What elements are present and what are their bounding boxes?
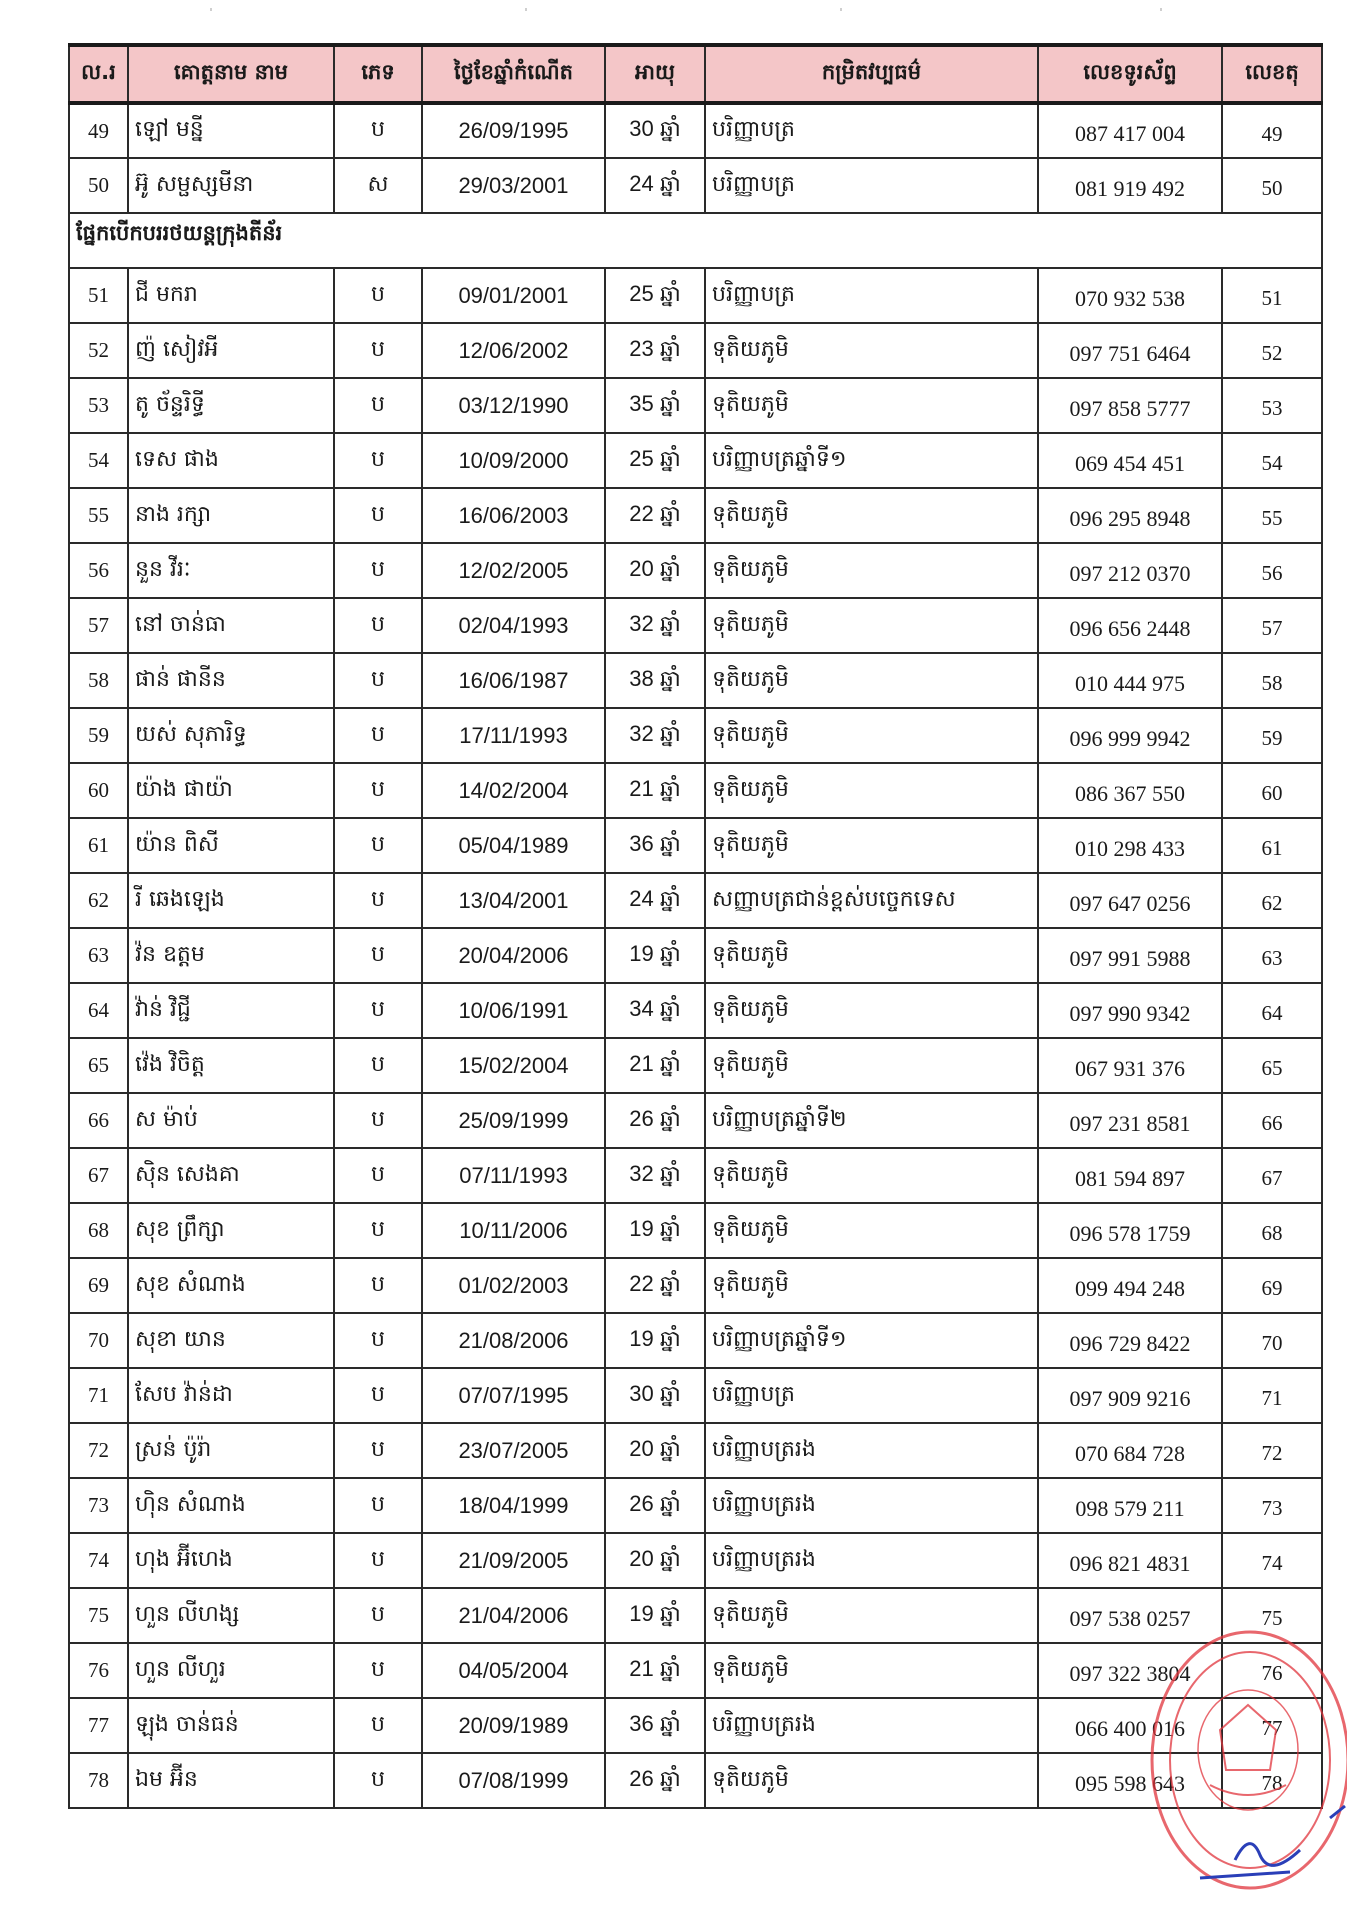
staff-table <box>68 43 1323 1809</box>
education-level-cell: បរិញ្ញាបត្រឆ្នាំទី១ <box>705 433 1038 488</box>
full-name-cell: សែប វ៉ាន់ដា <box>128 1368 334 1423</box>
table-number-cell: 74 <box>1222 1533 1322 1588</box>
date-of-birth-cell: 17/11/1993 <box>422 708 605 763</box>
row-number-cell: 78 <box>69 1753 128 1808</box>
sex-cell: ប <box>334 1698 422 1753</box>
education-level-cell: ទុតិយភូមិ <box>705 708 1038 763</box>
age-cell: 38 ឆ្នាំ <box>605 653 705 708</box>
full-name-cell: សុខ ព្រឹក្សា <box>128 1203 334 1258</box>
education-level-cell: បរិញ្ញាបត្ររង <box>705 1478 1038 1533</box>
date-of-birth-cell: 18/04/1999 <box>422 1478 605 1533</box>
header-sex: ភេទ <box>334 45 422 103</box>
row-number-cell: 77 <box>69 1698 128 1753</box>
table-row <box>69 1093 1322 1148</box>
date-of-birth-cell: 29/03/2001 <box>422 158 605 213</box>
sex-cell: ប <box>334 378 422 433</box>
row-number-cell: 72 <box>69 1423 128 1478</box>
date-of-birth-cell: 10/06/1991 <box>422 983 605 1038</box>
phone-number-cell: 010 444 975 <box>1038 653 1222 708</box>
date-of-birth-cell: 12/02/2005 <box>422 543 605 598</box>
full-name-cell: ស៊ិន សេងគា <box>128 1148 334 1203</box>
row-number-cell: 52 <box>69 323 128 378</box>
sex-cell: ប <box>334 103 422 158</box>
phone-number-cell: 087 417 004 <box>1038 103 1222 158</box>
full-name-cell: ហួន លីហួរ <box>128 1643 334 1698</box>
table-row <box>69 708 1322 763</box>
sex-cell: ប <box>334 1533 422 1588</box>
table-row <box>69 1038 1322 1093</box>
row-number-cell: 74 <box>69 1533 128 1588</box>
table-row <box>69 1368 1322 1423</box>
date-of-birth-cell: 16/06/2003 <box>422 488 605 543</box>
date-of-birth-cell: 26/09/1995 <box>422 103 605 158</box>
table-number-cell: 64 <box>1222 983 1322 1038</box>
staff-table-container <box>68 43 1321 1809</box>
table-number-cell: 65 <box>1222 1038 1322 1093</box>
education-level-cell: បរិញ្ញាបត្រ <box>705 158 1038 213</box>
table-row <box>69 158 1322 213</box>
sex-cell: ប <box>334 433 422 488</box>
full-name-cell: ហុង អ៊ីហេង <box>128 1533 334 1588</box>
education-level-cell: ទុតិយភូមិ <box>705 1753 1038 1808</box>
table-row <box>69 103 1322 158</box>
table-row <box>69 1148 1322 1203</box>
education-level-cell: ទុតិយភូមិ <box>705 928 1038 983</box>
header-name: គោត្តនាម នាម <box>128 45 334 103</box>
table-row <box>69 873 1322 928</box>
section-title: ផ្នែកបើកបររថយន្តក្រុងតីន័រ <box>69 213 1322 268</box>
age-cell: 32 ឆ្នាំ <box>605 598 705 653</box>
age-cell: 24 ឆ្នាំ <box>605 873 705 928</box>
row-number-cell: 69 <box>69 1258 128 1313</box>
date-of-birth-cell: 04/05/2004 <box>422 1643 605 1698</box>
education-level-cell: ទុតិយភូមិ <box>705 1588 1038 1643</box>
table-number-cell: 72 <box>1222 1423 1322 1478</box>
header-phone: លេខទូរស័ព្ទ <box>1038 45 1222 103</box>
sex-cell: ប <box>334 1478 422 1533</box>
date-of-birth-cell: 20/04/2006 <box>422 928 605 983</box>
table-number-cell: 57 <box>1222 598 1322 653</box>
table-row <box>69 543 1322 598</box>
sex-cell: ប <box>334 653 422 708</box>
row-number-cell: 66 <box>69 1093 128 1148</box>
header-number: លេខតុ <box>1222 45 1322 103</box>
row-number-cell: 49 <box>69 103 128 158</box>
full-name-cell: ស ម៉ាប់ <box>128 1093 334 1148</box>
row-number-cell: 60 <box>69 763 128 818</box>
sex-cell: ប <box>334 928 422 983</box>
table-number-cell: 66 <box>1222 1093 1322 1148</box>
table-number-cell: 51 <box>1222 268 1322 323</box>
header-education: កម្រិតវប្បធម៌ <box>705 45 1038 103</box>
table-number-cell: 67 <box>1222 1148 1322 1203</box>
table-row <box>69 1203 1322 1258</box>
date-of-birth-cell: 21/04/2006 <box>422 1588 605 1643</box>
phone-number-cell: 095 598 643 <box>1038 1753 1222 1808</box>
full-name-cell: នៅ ចាន់ធា <box>128 598 334 653</box>
table-row <box>69 433 1322 488</box>
table-number-cell: 54 <box>1222 433 1322 488</box>
education-level-cell: បរិញ្ញាបត្រ <box>705 268 1038 323</box>
age-cell: 22 ឆ្នាំ <box>605 1258 705 1313</box>
age-cell: 21 ឆ្នាំ <box>605 1038 705 1093</box>
scan-marks <box>0 8 1347 12</box>
table-number-cell: 78 <box>1222 1753 1322 1808</box>
education-level-cell: បរិញ្ញាបត្រឆ្នាំទី២ <box>705 1093 1038 1148</box>
sex-cell: ប <box>334 1093 422 1148</box>
age-cell: 19 ឆ្នាំ <box>605 928 705 983</box>
table-number-cell: 56 <box>1222 543 1322 598</box>
age-cell: 30 ឆ្នាំ <box>605 1368 705 1423</box>
table-row <box>69 1753 1322 1808</box>
age-cell: 22 ឆ្នាំ <box>605 488 705 543</box>
table-number-cell: 58 <box>1222 653 1322 708</box>
header-dob: ថ្ងៃខែឆ្នាំកំណើត <box>422 45 605 103</box>
age-cell: 35 ឆ្នាំ <box>605 378 705 433</box>
full-name-cell: សុខ សំណាង <box>128 1258 334 1313</box>
education-level-cell: បរិញ្ញាបត្រ <box>705 1368 1038 1423</box>
date-of-birth-cell: 21/08/2006 <box>422 1313 605 1368</box>
phone-number-cell: 096 295 8948 <box>1038 488 1222 543</box>
sex-cell: ស <box>334 158 422 213</box>
full-name-cell: តូ ច័ន្ទរិទ្ធី <box>128 378 334 433</box>
full-name-cell: អ៊ូ សម្ផស្សមីនា <box>128 158 334 213</box>
table-row <box>69 598 1322 653</box>
sex-cell: ប <box>334 1203 422 1258</box>
table-row <box>69 1643 1322 1698</box>
date-of-birth-cell: 13/04/2001 <box>422 873 605 928</box>
date-of-birth-cell: 05/04/1989 <box>422 818 605 873</box>
table-number-cell: 70 <box>1222 1313 1322 1368</box>
date-of-birth-cell: 10/11/2006 <box>422 1203 605 1258</box>
education-level-cell: ទុតិយភូមិ <box>705 653 1038 708</box>
age-cell: 30 ឆ្នាំ <box>605 103 705 158</box>
sex-cell: ប <box>334 1258 422 1313</box>
full-name-cell: ផាន់ ផានីន <box>128 653 334 708</box>
full-name-cell: យ៉ាង ផាយ៉ា <box>128 763 334 818</box>
table-number-cell: 75 <box>1222 1588 1322 1643</box>
phone-number-cell: 097 751 6464 <box>1038 323 1222 378</box>
table-number-cell: 49 <box>1222 103 1322 158</box>
phone-number-cell: 099 494 248 <box>1038 1258 1222 1313</box>
age-cell: 19 ឆ្នាំ <box>605 1588 705 1643</box>
age-cell: 21 ឆ្នាំ <box>605 1643 705 1698</box>
full-name-cell: ឡៅ មន្នី <box>128 103 334 158</box>
header-no: ល.រ <box>69 45 128 103</box>
education-level-cell: បរិញ្ញាបត្រឆ្នាំទី១ <box>705 1313 1038 1368</box>
table-row <box>69 1423 1322 1478</box>
table-row <box>69 763 1322 818</box>
education-level-cell: ទុតិយភូមិ <box>705 378 1038 433</box>
age-cell: 26 ឆ្នាំ <box>605 1753 705 1808</box>
table-number-cell: 69 <box>1222 1258 1322 1313</box>
phone-number-cell: 096 656 2448 <box>1038 598 1222 653</box>
full-name-cell: វ៉េង វិចិត្ត <box>128 1038 334 1093</box>
education-level-cell: ទុតិយភូមិ <box>705 543 1038 598</box>
table-number-cell: 71 <box>1222 1368 1322 1423</box>
date-of-birth-cell: 20/09/1989 <box>422 1698 605 1753</box>
age-cell: 20 ឆ្នាំ <box>605 1423 705 1478</box>
education-level-cell: ទុតិយភូមិ <box>705 1643 1038 1698</box>
row-number-cell: 68 <box>69 1203 128 1258</box>
header-age: អាយុ <box>605 45 705 103</box>
education-level-cell: ទុតិយភូមិ <box>705 1203 1038 1258</box>
table-row <box>69 1313 1322 1368</box>
education-level-cell: ទុតិយភូមិ <box>705 1148 1038 1203</box>
table-row <box>69 323 1322 378</box>
education-level-cell: ទុតិយភូមិ <box>705 763 1038 818</box>
phone-number-cell: 097 647 0256 <box>1038 873 1222 928</box>
signature <box>1200 1806 1345 1878</box>
table-row <box>69 928 1322 983</box>
full-name-cell: ស្រន់ ប៉ូរ៉ា <box>128 1423 334 1478</box>
sex-cell: ប <box>334 818 422 873</box>
sex-cell: ប <box>334 543 422 598</box>
row-number-cell: 57 <box>69 598 128 653</box>
age-cell: 36 ឆ្នាំ <box>605 1698 705 1753</box>
row-number-cell: 64 <box>69 983 128 1038</box>
section-row <box>69 213 1322 268</box>
age-cell: 24 ឆ្នាំ <box>605 158 705 213</box>
row-number-cell: 56 <box>69 543 128 598</box>
sex-cell: ប <box>334 1038 422 1093</box>
sex-cell: ប <box>334 1368 422 1423</box>
date-of-birth-cell: 09/01/2001 <box>422 268 605 323</box>
full-name-cell: នាង រក្សា <box>128 488 334 543</box>
table-number-cell: 73 <box>1222 1478 1322 1533</box>
sex-cell: ប <box>334 763 422 818</box>
phone-number-cell: 010 298 433 <box>1038 818 1222 873</box>
row-number-cell: 54 <box>69 433 128 488</box>
age-cell: 32 ឆ្នាំ <box>605 1148 705 1203</box>
table-row <box>69 1533 1322 1588</box>
education-level-cell: បរិញ្ញាបត្ររង <box>705 1698 1038 1753</box>
phone-number-cell: 086 367 550 <box>1038 763 1222 818</box>
table-number-cell: 68 <box>1222 1203 1322 1258</box>
age-cell: 26 ឆ្នាំ <box>605 1093 705 1148</box>
full-name-cell: នួន វីរៈ <box>128 543 334 598</box>
age-cell: 20 ឆ្នាំ <box>605 543 705 598</box>
table-number-cell: 76 <box>1222 1643 1322 1698</box>
sex-cell: ប <box>334 1313 422 1368</box>
age-cell: 34 ឆ្នាំ <box>605 983 705 1038</box>
table-number-cell: 55 <box>1222 488 1322 543</box>
sex-cell: ប <box>334 323 422 378</box>
full-name-cell: សុខា យាន <box>128 1313 334 1368</box>
phone-number-cell: 070 932 538 <box>1038 268 1222 323</box>
age-cell: 19 ឆ្នាំ <box>605 1313 705 1368</box>
sex-cell: ប <box>334 1643 422 1698</box>
row-number-cell: 73 <box>69 1478 128 1533</box>
date-of-birth-cell: 14/02/2004 <box>422 763 605 818</box>
phone-number-cell: 098 579 211 <box>1038 1478 1222 1533</box>
full-name-cell: ហ៊ិន សំណាង <box>128 1478 334 1533</box>
table-row <box>69 488 1322 543</box>
age-cell: 36 ឆ្នាំ <box>605 818 705 873</box>
sex-cell: ប <box>334 873 422 928</box>
sex-cell: ប <box>334 598 422 653</box>
education-level-cell: ទុតិយភូមិ <box>705 818 1038 873</box>
education-level-cell: បរិញ្ញាបត្ររង <box>705 1423 1038 1478</box>
education-level-cell: ទុតិយភូមិ <box>705 1258 1038 1313</box>
row-number-cell: 67 <box>69 1148 128 1203</box>
phone-number-cell: 069 454 451 <box>1038 433 1222 488</box>
table-number-cell: 62 <box>1222 873 1322 928</box>
date-of-birth-cell: 16/06/1987 <box>422 653 605 708</box>
table-row <box>69 268 1322 323</box>
education-level-cell: ទុតិយភូមិ <box>705 323 1038 378</box>
table-body <box>69 103 1322 1808</box>
age-cell: 20 ឆ្នាំ <box>605 1533 705 1588</box>
sex-cell: ប <box>334 488 422 543</box>
phone-number-cell: 097 909 9216 <box>1038 1368 1222 1423</box>
age-cell: 19 ឆ្នាំ <box>605 1203 705 1258</box>
table-number-cell: 77 <box>1222 1698 1322 1753</box>
phone-number-cell: 097 538 0257 <box>1038 1588 1222 1643</box>
sex-cell: ប <box>334 708 422 763</box>
education-level-cell: ទុតិយភូមិ <box>705 488 1038 543</box>
phone-number-cell: 097 858 5777 <box>1038 378 1222 433</box>
education-level-cell: ទុតិយភូមិ <box>705 1038 1038 1093</box>
row-number-cell: 63 <box>69 928 128 983</box>
age-cell: 23 ឆ្នាំ <box>605 323 705 378</box>
row-number-cell: 58 <box>69 653 128 708</box>
phone-number-cell: 097 991 5988 <box>1038 928 1222 983</box>
date-of-birth-cell: 25/09/1999 <box>422 1093 605 1148</box>
table-number-cell: 60 <box>1222 763 1322 818</box>
date-of-birth-cell: 12/06/2002 <box>422 323 605 378</box>
full-name-cell: ហួន លីហង្ស <box>128 1588 334 1643</box>
full-name-cell: ឯម អ៊ីន <box>128 1753 334 1808</box>
row-number-cell: 71 <box>69 1368 128 1423</box>
table-row <box>69 818 1322 873</box>
age-cell: 21 ឆ្នាំ <box>605 763 705 818</box>
date-of-birth-cell: 07/11/1993 <box>422 1148 605 1203</box>
table-row <box>69 1258 1322 1313</box>
phone-number-cell: 096 578 1759 <box>1038 1203 1222 1258</box>
row-number-cell: 59 <box>69 708 128 763</box>
date-of-birth-cell: 01/02/2003 <box>422 1258 605 1313</box>
full-name-cell: យស់ សុភារិទ្ធ <box>128 708 334 763</box>
education-level-cell: បរិញ្ញាបត្ររង <box>705 1533 1038 1588</box>
table-number-cell: 53 <box>1222 378 1322 433</box>
table-number-cell: 50 <box>1222 158 1322 213</box>
date-of-birth-cell: 15/02/2004 <box>422 1038 605 1093</box>
phone-number-cell: 096 999 9942 <box>1038 708 1222 763</box>
table-number-cell: 59 <box>1222 708 1322 763</box>
date-of-birth-cell: 23/07/2005 <box>422 1423 605 1478</box>
row-number-cell: 75 <box>69 1588 128 1643</box>
full-name-cell: យ៉ាន ពិសី <box>128 818 334 873</box>
phone-number-cell: 096 729 8422 <box>1038 1313 1222 1368</box>
phone-number-cell: 081 919 492 <box>1038 158 1222 213</box>
date-of-birth-cell: 02/04/1993 <box>422 598 605 653</box>
education-level-cell: ទុតិយភូមិ <box>705 598 1038 653</box>
sex-cell: ប <box>334 983 422 1038</box>
row-number-cell: 50 <box>69 158 128 213</box>
age-cell: 32 ឆ្នាំ <box>605 708 705 763</box>
phone-number-cell: 097 990 9342 <box>1038 983 1222 1038</box>
row-number-cell: 51 <box>69 268 128 323</box>
full-name-cell: ជី មករា <box>128 268 334 323</box>
table-number-cell: 61 <box>1222 818 1322 873</box>
full-name-cell: វ៉ន ឧត្តម <box>128 928 334 983</box>
phone-number-cell: 070 684 728 <box>1038 1423 1222 1478</box>
full-name-cell: ឡុង ចាន់ធន់ <box>128 1698 334 1753</box>
phone-number-cell: 097 212 0370 <box>1038 543 1222 598</box>
row-number-cell: 65 <box>69 1038 128 1093</box>
age-cell: 25 ឆ្នាំ <box>605 268 705 323</box>
table-row <box>69 1478 1322 1533</box>
row-number-cell: 76 <box>69 1643 128 1698</box>
sex-cell: ប <box>334 1423 422 1478</box>
sex-cell: ប <box>334 268 422 323</box>
row-number-cell: 61 <box>69 818 128 873</box>
full-name-cell: រី ឆេងឡេង <box>128 873 334 928</box>
table-row <box>69 653 1322 708</box>
full-name-cell: វ៉ាន់ វិជ្ជី <box>128 983 334 1038</box>
education-level-cell: ទុតិយភូមិ <box>705 983 1038 1038</box>
table-number-cell: 52 <box>1222 323 1322 378</box>
table-header-row <box>69 45 1322 103</box>
row-number-cell: 70 <box>69 1313 128 1368</box>
row-number-cell: 53 <box>69 378 128 433</box>
phone-number-cell: 081 594 897 <box>1038 1148 1222 1203</box>
row-number-cell: 55 <box>69 488 128 543</box>
row-number-cell: 62 <box>69 873 128 928</box>
table-row <box>69 1588 1322 1643</box>
full-name-cell: ញ៉ សៀវអី <box>128 323 334 378</box>
phone-number-cell: 067 931 376 <box>1038 1038 1222 1093</box>
phone-number-cell: 097 322 3804 <box>1038 1643 1222 1698</box>
full-name-cell: ទេស ផាង <box>128 433 334 488</box>
phone-number-cell: 097 231 8581 <box>1038 1093 1222 1148</box>
date-of-birth-cell: 03/12/1990 <box>422 378 605 433</box>
table-row <box>69 378 1322 433</box>
education-level-cell: បរិញ្ញាបត្រ <box>705 103 1038 158</box>
table-number-cell: 63 <box>1222 928 1322 983</box>
age-cell: 26 ឆ្នាំ <box>605 1478 705 1533</box>
age-cell: 25 ឆ្នាំ <box>605 433 705 488</box>
date-of-birth-cell: 07/08/1999 <box>422 1753 605 1808</box>
date-of-birth-cell: 10/09/2000 <box>422 433 605 488</box>
phone-number-cell: 096 821 4831 <box>1038 1533 1222 1588</box>
education-level-cell: សញ្ញាបត្រជាន់ខ្ពស់បច្ចេកទេស <box>705 873 1038 928</box>
phone-number-cell: 066 400 016 <box>1038 1698 1222 1753</box>
sex-cell: ប <box>334 1588 422 1643</box>
date-of-birth-cell: 07/07/1995 <box>422 1368 605 1423</box>
date-of-birth-cell: 21/09/2005 <box>422 1533 605 1588</box>
sex-cell: ប <box>334 1753 422 1808</box>
sex-cell: ប <box>334 1148 422 1203</box>
table-row <box>69 1698 1322 1753</box>
table-row <box>69 983 1322 1038</box>
